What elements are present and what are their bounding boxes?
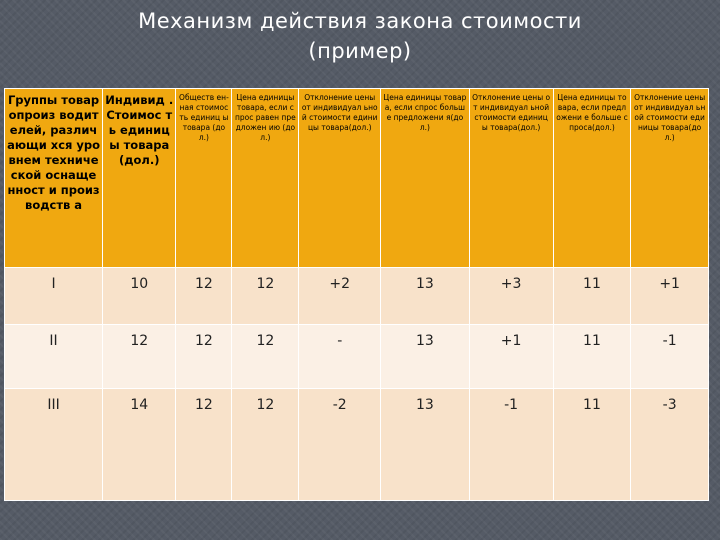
table-cell: -1 — [469, 389, 553, 501]
table-row — [5, 268, 709, 325]
table-cell: 13 — [381, 389, 469, 501]
header-deviation-3: Отклонение цены от индивидуал ьной стоимости единицы товара(дол.) — [631, 89, 709, 268]
table-cell: +2 — [299, 268, 381, 325]
table-cell: - — [299, 325, 381, 389]
header-price-supply-exceeds-demand: Цена единицы товара, если предложени е больше спроса(дол.) — [553, 89, 631, 268]
table-cell: 12 — [176, 389, 232, 501]
header-price-supply-equals-demand: Цена единицы товара, если спрос равен предложен ию (дол.) — [232, 89, 299, 268]
header-deviation-2: Отклонение цены от индивидуал ьной стоимости единицы товара(дол.) — [469, 89, 553, 268]
table-cell: 12 — [176, 325, 232, 389]
slide-title-line-2: (пример) — [308, 39, 412, 63]
table-cell: I — [5, 268, 103, 325]
header-individual-value: Индивид . Стоимос ть единицы товара (дол.) — [103, 89, 176, 268]
table-row — [5, 325, 709, 389]
header-price-demand-exceeds-supply: Цена единицы товара, если спрос больше предложени я(дол.) — [381, 89, 469, 268]
table-cell: +1 — [469, 325, 553, 389]
table-cell: 11 — [553, 268, 631, 325]
table-cell: 12 — [232, 325, 299, 389]
table-cell: 13 — [381, 325, 469, 389]
header-deviation-1: Отклонение цены от индивидуал ьной стоимости единицы товара(дол.) — [299, 89, 381, 268]
table-cell: 12 — [176, 268, 232, 325]
table-cell: -1 — [631, 325, 709, 389]
header-producer-groups: Группы товаропроиз водителей, различающи хся уровнем технической оснащенност и производств а — [5, 89, 103, 268]
header-social-value: Обществ ен- ная стоимос ть единиц ы товара (дол.) — [176, 89, 232, 268]
table-cell: 11 — [553, 389, 631, 501]
table-cell: 12 — [232, 389, 299, 501]
value-law-table — [4, 88, 709, 501]
table-cell: 12 — [232, 268, 299, 325]
table-cell: +3 — [469, 268, 553, 325]
table-cell: -2 — [299, 389, 381, 501]
table-cell: 11 — [553, 325, 631, 389]
slide-title-line-1: Механизм действия закона стоимости — [138, 9, 582, 33]
table-cell: 12 — [103, 325, 176, 389]
table-cell: -3 — [631, 389, 709, 501]
table-cell: 14 — [103, 389, 176, 501]
table-header-row — [5, 89, 709, 268]
table-cell: II — [5, 325, 103, 389]
table-cell: III — [5, 389, 103, 501]
slide-title — [0, 6, 720, 66]
table-row — [5, 389, 709, 501]
table-cell: 10 — [103, 268, 176, 325]
table-cell: +1 — [631, 268, 709, 325]
table-cell: 13 — [381, 268, 469, 325]
